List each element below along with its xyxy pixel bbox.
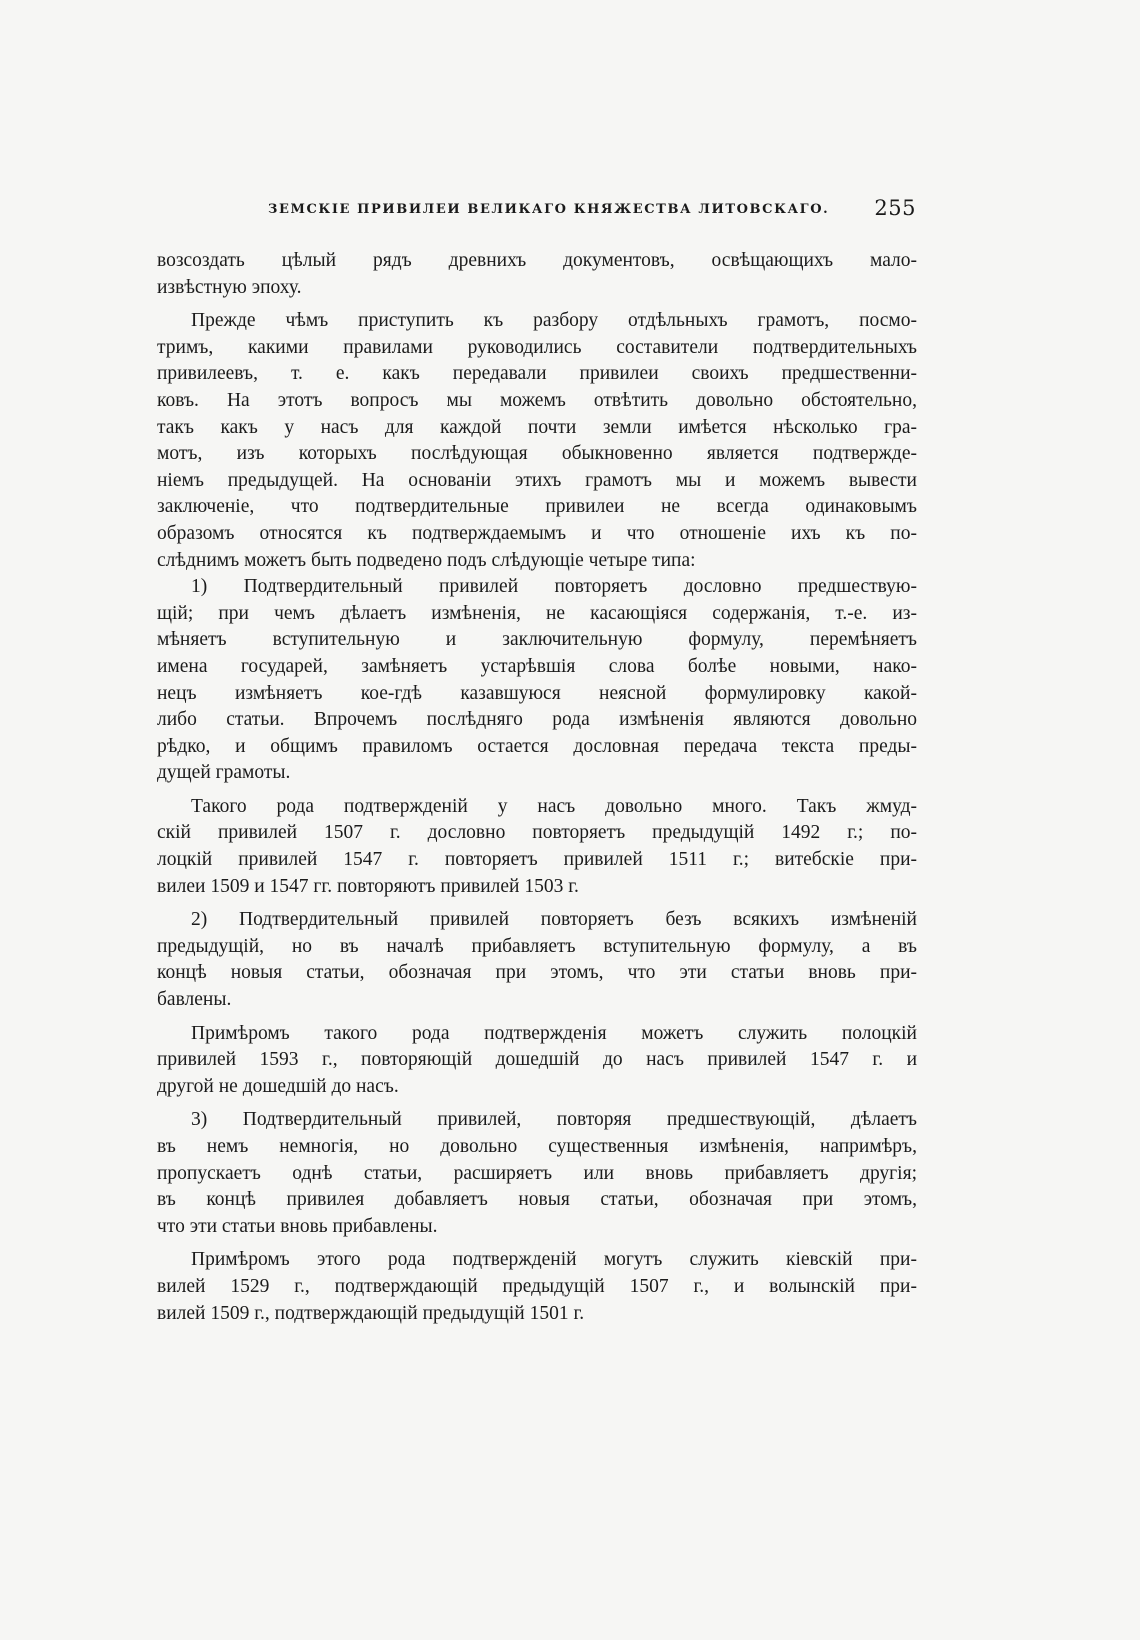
text-line: концѣ новыя статьи, обозначая при этомъ, что эти статьи вновь при- — [157, 962, 917, 984]
running-title: ЗЕМСКІЕ ПРИВИЛЕИ ВЕЛИКАГО КНЯЖЕСТВА ЛИТОВСКАГО. — [268, 202, 830, 217]
text-line: пропускаетъ однѣ статьи, расширяетъ или вновь прибавляетъ другія; — [157, 1162, 917, 1184]
text-line: въ немъ немногія, но довольно существенныя измѣненія, напримѣръ, — [157, 1136, 917, 1157]
text-line: другой не дошедшій до насъ. — [157, 1075, 399, 1097]
text-line: Примѣромъ этого рода подтвержденій могутъ служить кіевскій при- — [191, 1249, 917, 1271]
text-line: скій привилей 1507 г. дословно повторяетъ предыдущій 1492 г.; по- — [157, 822, 917, 844]
page-number: 255 — [874, 196, 916, 220]
text-line: либо статьи. Впрочемъ послѣдняго рода измѣненія являются довольно — [157, 709, 917, 731]
text-line: рѣдко, и общимъ правиломъ остается дословная передача текста преды- — [157, 735, 917, 757]
text-line: возсоздать цѣлый рядъ древнихъ документовъ, освѣщающихъ мало- — [157, 250, 917, 271]
text-line: привилей 1593 г., повторяющій дошедшій до насъ привилей 1547 г. и — [157, 1049, 917, 1071]
text-line: мотъ, изъ которыхъ послѣдующая обыкновенно является подтвержде- — [157, 443, 917, 465]
paragraph — [157, 794, 917, 900]
text-line: вилей 1509 г., подтверждающій предыдущій 1501 г. — [157, 1302, 585, 1324]
text-line: 2) Подтвердительный привилей повторяетъ безъ всякихъ измѣненій — [191, 909, 917, 931]
text-line: Такого рода подтвержденій у насъ довольно много. Такъ жмуд- — [191, 795, 917, 817]
text-line: 3) Подтвердительный привилей, повторяя предшествующій, дѣлаетъ — [191, 1109, 917, 1131]
paragraph — [157, 1107, 917, 1240]
text-line: слѣднимъ можетъ быть подведено подъ слѣдующіе четыре типа: — [157, 549, 696, 571]
text-line: извѣстную эпоху. — [157, 276, 302, 298]
paragraph — [157, 1021, 917, 1101]
text-line: мѣняетъ вступительную и заключительную формулу, перемѣняетъ — [157, 629, 917, 651]
text-line: лоцкій привилей 1547 г. повторяетъ привилей 1511 г.; витебскіе при- — [157, 849, 917, 871]
text-line: въ концѣ привилея добавляетъ новыя статьи, обозначая при этомъ, — [157, 1189, 917, 1211]
page-header — [268, 196, 916, 226]
text-line: вилей 1529 г., подтверждающій предыдущій 1507 г., и волынскій при- — [157, 1275, 917, 1297]
text-line: Прежде чѣмъ приступить къ разбору отдѣльныхъ грамотъ, посмо- — [191, 310, 917, 332]
text-line: имена государей, замѣняетъ устарѣвшія слова болѣе новыми, нако- — [157, 655, 917, 677]
text-line: что эти статьи вновь прибавлены. — [157, 1215, 438, 1237]
paragraph — [157, 248, 917, 301]
body-text — [157, 248, 917, 1327]
text-line: заключеніе, что подтвердительные привилеи не всегда одинаковымъ — [157, 496, 917, 518]
text-line: вилеи 1509 и 1547 гг. повторяютъ привилей 1503 г. — [157, 875, 579, 897]
text-line: ніемъ предыдущей. На основаніи этихъ грамотъ мы и можемъ вывести — [157, 469, 917, 491]
text-line: образомъ относятся къ подтверждаемымъ и что отношеніе ихъ къ по- — [157, 522, 917, 544]
text-line: 1) Подтвердительный привилей повторяетъ дословно предшествую- — [191, 576, 917, 598]
text-line: щій; при чемъ дѣлаетъ измѣненія, не касающіяся содержанія, т.-е. из- — [157, 602, 917, 624]
paragraph — [157, 308, 917, 574]
paragraph — [157, 907, 917, 1013]
text-line: бавлены. — [157, 989, 232, 1011]
text-line: такъ какъ у насъ для каждой почти земли имѣется нѣсколько гра- — [157, 416, 917, 438]
paragraph — [157, 1247, 917, 1327]
text-line: предыдущій, но въ началѣ прибавляетъ вступительную формулу, а въ — [157, 935, 917, 957]
paragraph — [157, 574, 917, 787]
text-line: ковъ. На этотъ вопросъ мы можемъ отвѣтить довольно обстоятельно, — [157, 389, 917, 411]
text-line: нецъ измѣняетъ кое-гдѣ казавшуюся неясной формулировку какой- — [157, 682, 917, 704]
text-line: привилеевъ, т. е. какъ передавали привилеи своихъ предшественни- — [157, 363, 917, 385]
text-line: дущей грамоты. — [157, 762, 291, 784]
text-line: тримъ, какими правилами руководились составители подтвердительныхъ — [157, 336, 917, 358]
text-line: Примѣромъ такого рода подтвержденія можетъ служить полоцкій — [191, 1022, 917, 1044]
